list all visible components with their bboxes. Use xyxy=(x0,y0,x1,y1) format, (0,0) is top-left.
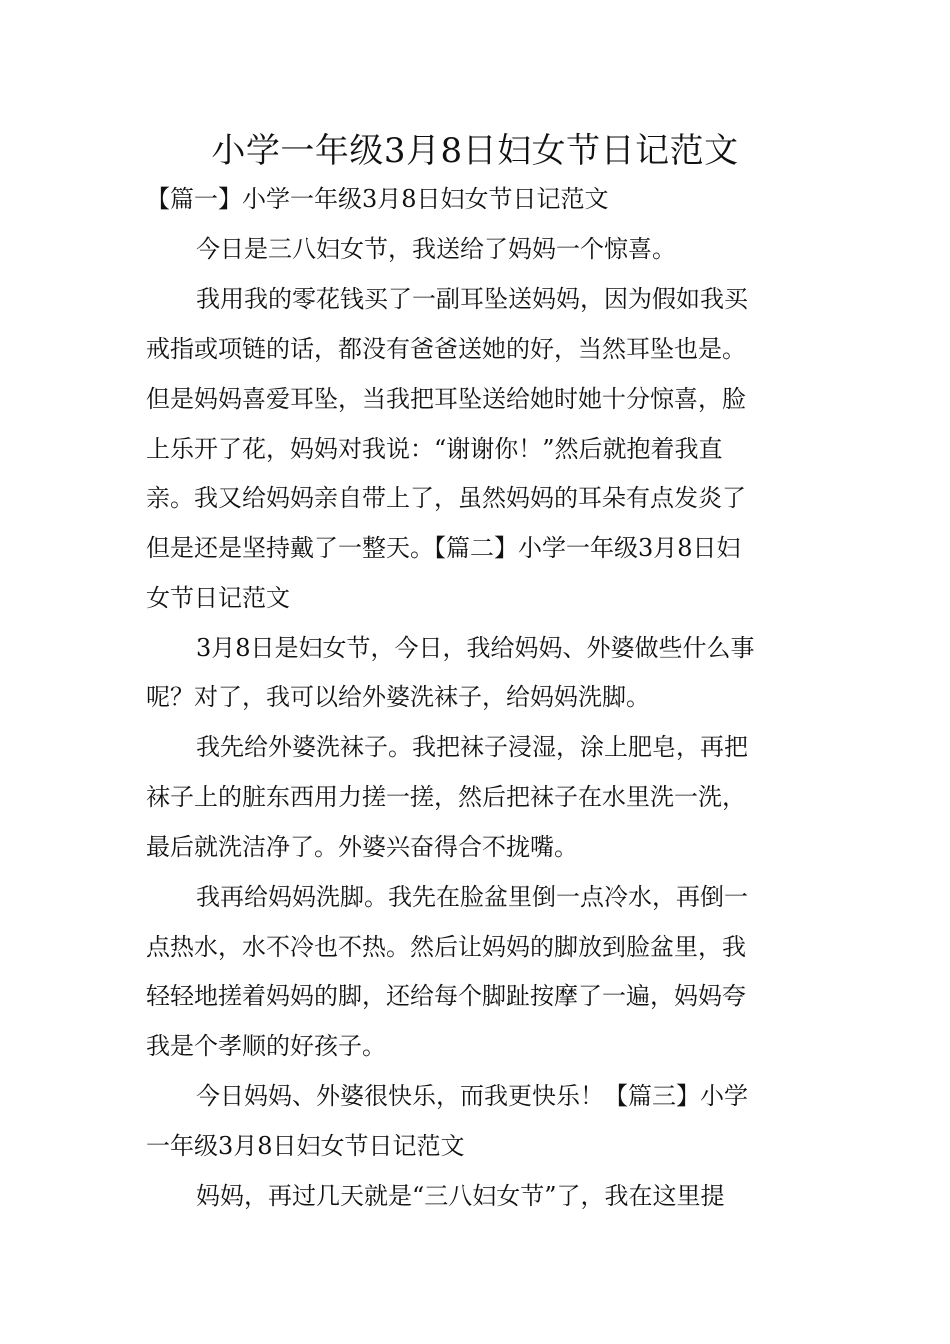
text-line: 我再给妈妈洗脚。我先在脸盆里倒一点冷水，再倒一 xyxy=(196,883,748,911)
document-title: 小学一年级3月8日妇女节日记范文 xyxy=(211,131,739,171)
text-line: 轻轻地搓着妈妈的脚，还给每个脚趾按摩了一遍，妈妈夸 xyxy=(146,982,746,1010)
section-heading-1: 【篇一】小学一年级3月8日妇女节日记范文 xyxy=(146,185,609,213)
text-line: 一年级3月8日妇女节日记范文 xyxy=(146,1132,465,1160)
text-line: 今日妈妈、外婆很快乐，而我更快乐！【篇三】小学 xyxy=(196,1082,748,1110)
text-line: 袜子上的脏东西用力搓一搓，然后把袜子在水里洗一洗， xyxy=(146,783,746,811)
text-line: 戒指或项链的话，都没有爸爸送她的好，当然耳坠也是。 xyxy=(146,335,746,363)
text-line: 呢？对了，我可以给外婆洗袜子，给妈妈洗脚。 xyxy=(146,683,650,711)
text-line: 3月8日是妇女节，今日，我给妈妈、外婆做些什么事 xyxy=(196,634,755,662)
text-line: 我是个孝顺的好孩子。 xyxy=(146,1032,386,1060)
text-line: 但是还是坚持戴了一整天。【篇二】小学一年级3月8日妇 xyxy=(146,534,741,562)
text-line: 今日是三八妇女节，我送给了妈妈一个惊喜。 xyxy=(196,235,676,263)
text-line: 妈妈，再过几天就是“三八妇女节”了，我在这里提 xyxy=(196,1182,725,1210)
text-line: 但是妈妈喜爱耳坠，当我把耳坠送给她时她十分惊喜，脸 xyxy=(146,385,746,413)
text-line: 最后就洗洁净了。外婆兴奋得合不拢嘴。 xyxy=(146,833,578,861)
text-line: 上乐开了花，妈妈对我说：“谢谢你！”然后就抱着我直 xyxy=(146,435,723,463)
text-line: 亲。我又给妈妈亲自带上了，虽然妈妈的耳朵有点发炎了 xyxy=(146,484,746,512)
text-line: 我用我的零花钱买了一副耳坠送妈妈，因为假如我买 xyxy=(196,285,748,313)
text-line: 女节日记范文 xyxy=(146,584,290,612)
text-line: 点热水，水不冷也不热。然后让妈妈的脚放到脸盆里，我 xyxy=(146,933,746,961)
text-line: 我先给外婆洗袜子。我把袜子浸湿，涂上肥皂，再把 xyxy=(196,733,748,761)
